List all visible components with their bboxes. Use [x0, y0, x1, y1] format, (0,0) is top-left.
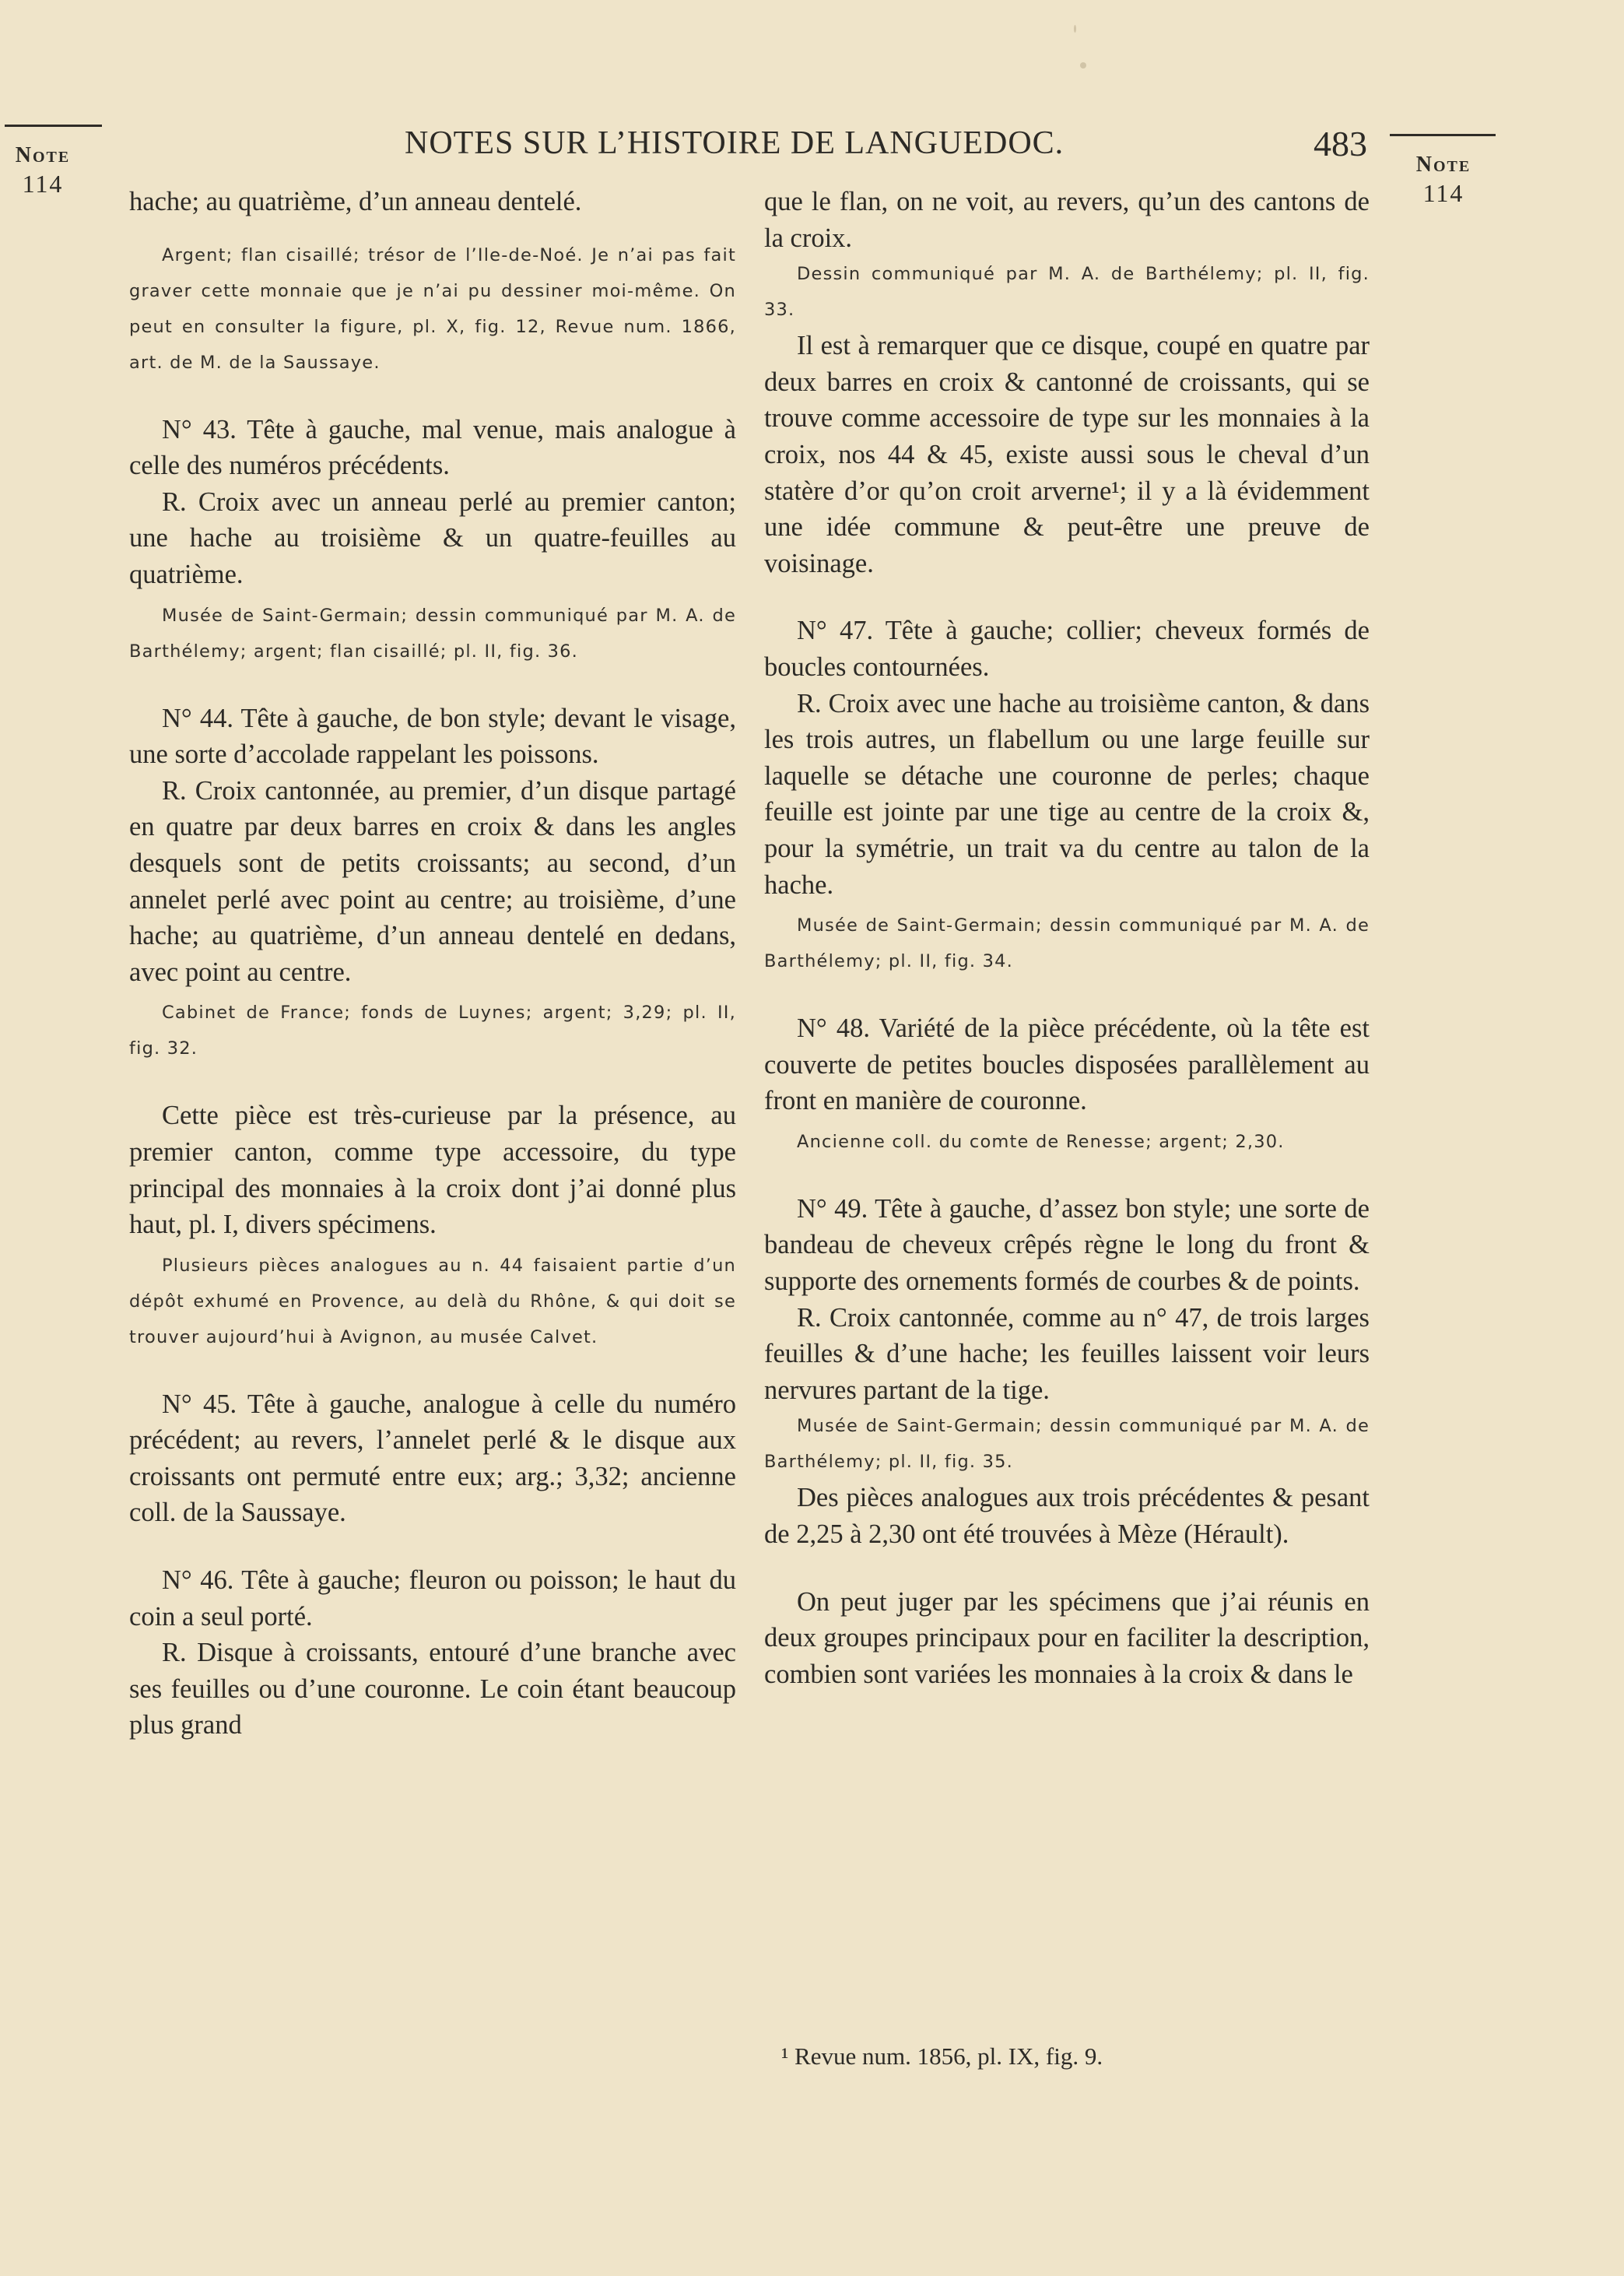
paragraph: Il est à remarquer que ce disque, coupé en quatre par deux barres en croix & cantonné de croissants, qui se trouve comme accessoire de type sur les monnaies à la croix, nos 44 & 45, existe aussi sous le cheval d’un statère d’or qu’on croit arverne¹; il y a là évidemment une idée commune & peut-être une preuve de voisinage. [764, 331, 1370, 578]
paragraph: que le flan, on ne voit, au revers, qu’un des cantons de la croix. [764, 187, 1370, 253]
paragraph: Des pièces analogues aux trois précédentes & pesant de 2,25 à 2,30 ont été trouvées à Mèze (Hérault). [764, 1483, 1370, 1550]
left-column [129, 184, 736, 1744]
paragraph: hache; au quatrième, d’un anneau dentelé. [129, 187, 582, 216]
note-number: 114 [1422, 179, 1464, 207]
paper-speck [1074, 25, 1076, 33]
right-column [764, 184, 1370, 1692]
running-head: NOTES SUR L’HISTOIRE DE LANGUEDOC. [405, 125, 1065, 161]
reverse-description: R. Croix avec une hache au troisième canton, & dans les trois autres, un flabellum ou une large feuille sur laquelle se détache une couronne de perles; chaque feuille est jointe par une tige au centre de la croix &, pour la symétrie, un trait va du centre au talon de la hache. [764, 688, 1370, 900]
source-note: Dessin communiqué par M. A. de Barthélemy; pl. II, fig. 33. [764, 264, 1370, 321]
note-label-left [0, 143, 86, 198]
source-note: Musée de Saint-Germain; dessin communiqué par M. A. de Barthélemy; pl. II, fig. 34. [764, 915, 1370, 972]
note-number: 114 [22, 170, 64, 198]
coin-entry: N° 45. Tête à gauche, analogue à celle du numéro précédent; au revers, l’annelet perlé & le disque aux croissants ont permuté entre eux; arg.; 3,32; ancienne coll. de la Saussaye. [129, 1389, 736, 1528]
reverse-description: R. Croix avec un anneau perlé au premier canton; une hache au troisième & un quatre-feuilles au quatrième. [129, 486, 736, 589]
note-label-right [1401, 153, 1486, 208]
coin-entry: N° 47. Tête à gauche; collier; cheveux formés de boucles contournées. [764, 616, 1370, 682]
footnote: ¹ Revue num. 1856, pl. IX, fig. 9. [781, 2042, 1103, 2070]
right-header-rule [1390, 134, 1496, 136]
source-note: Argent; flan cisaillé; trésor de l’Ile-de-Noé. Je n’ai pas fait graver cette monnaie que je n’ai pu dessiner moi-même. On peut en consulter la figure, pl. X, fig. 12, Revue num. 1866, art. de M. de la Saussaye. [129, 244, 736, 373]
reverse-description: R. Croix cantonnée, comme au n° 47, de trois larges feuilles & d’une hache; les feuilles laissent voir leurs nervures partant de la tige. [764, 1302, 1370, 1405]
reverse-description: R. Croix cantonnée, au premier, d’un disque partagé en quatre par deux barres en croix & dans les angles desquels sont de petits croissants; au second, d’un annelet perlé avec point au centre; au troisième, d’une hache; au quatrième, d’un anneau dentelé en dedans, avec point au centre. [129, 775, 736, 987]
coin-entry: N° 49. Tête à gauche, d’assez bon style; une sorte de bandeau de cheveux crêpés règne le long du front & supporte des ornements formés de courbes & de points. [764, 1193, 1370, 1297]
source-note: Ancienne coll. du comte de Renesse; argent; 2,30. [797, 1131, 1285, 1152]
source-note: Cabinet de France; fonds de Luynes; argent; 3,29; pl. II, fig. 32. [129, 1003, 736, 1059]
note-word: Note [15, 143, 71, 167]
coin-entry: N° 48. Variété de la pièce précédente, où la tête est couverte de petites boucles disposées parallèlement au front en manière de couronne. [764, 1013, 1370, 1116]
paper-speck [1080, 62, 1086, 68]
note-word: Note [1415, 153, 1471, 177]
source-note: Musée de Saint-Germain; dessin communiqué par M. A. de Barthélemy; argent; flan cisaillé; pl. II, fig. 36. [129, 605, 736, 662]
coin-entry: N° 43. Tête à gauche, mal venue, mais analogue à celle des numéros précédents. [129, 414, 736, 481]
page-number: 483 [1314, 124, 1367, 163]
paragraph: On peut juger par les spécimens que j’ai réunis en deux groupes principaux pour en faciliter la description, combien sont variées les monnaies à la croix & dans le [764, 1586, 1370, 1689]
source-note: Musée de Saint-Germain; dessin communiqué par M. A. de Barthélemy; pl. II, fig. 35. [764, 1416, 1370, 1473]
coin-entry: N° 46. Tête à gauche; fleuron ou poisson; le haut du coin a seul porté. [129, 1565, 736, 1631]
paragraph: Cette pièce est très-curieuse par la présence, au premier canton, comme type accessoire, du type principal des monnaies à la croix dont j’ai donné plus haut, pl. I, divers spécimens. [129, 1101, 736, 1240]
coin-entry: N° 44. Tête à gauche, de bon style; devant le visage, une sorte d’accolade rappelant les poissons. [129, 703, 736, 770]
source-note: Plusieurs pièces analogues au n. 44 faisaient partie d’un dépôt exhumé en Provence, au delà du Rhône, & qui doit se trouver aujourd’hui à Avignon, au musée Calvet. [129, 1255, 736, 1347]
reverse-description: R. Disque à croissants, entouré d’une branche avec ses feuilles ou d’une couronne. Le coin étant beaucoup plus grand [129, 1638, 736, 1740]
left-header-rule [5, 125, 102, 127]
